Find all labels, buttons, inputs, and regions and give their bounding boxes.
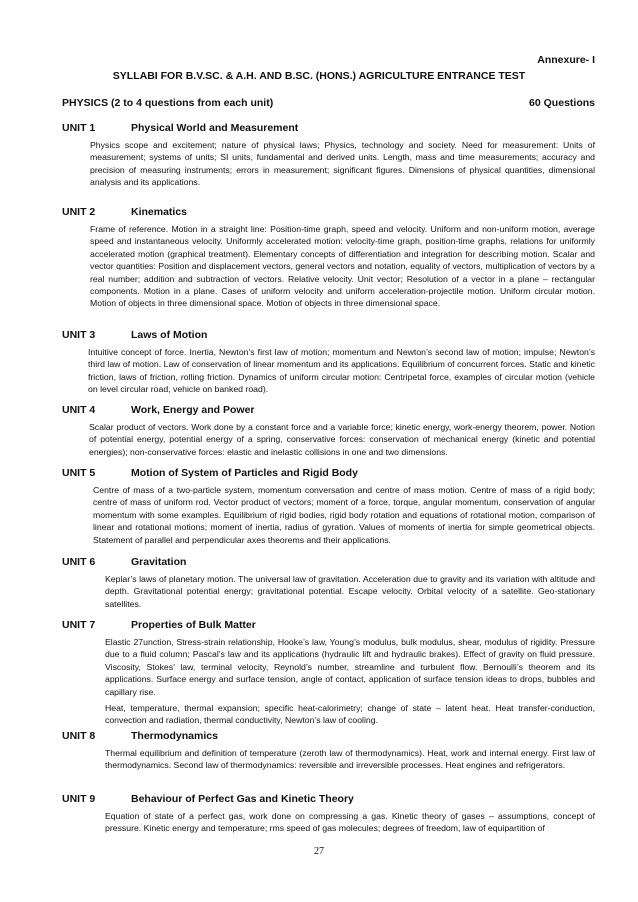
unit-paragraph: Heat, temperature, thermal expansion; specific heat-calorimetry; change of state – latent heat. Heat transfer-conduction, convection and radiation, thermal conductivity, Newton’s law of cooling. [105,703,595,726]
subject-title: PHYSICS (2 to 4 questions from each unit) [62,97,274,109]
unit-7-section [62,618,595,731]
unit-title: Kinematics [131,206,188,218]
unit-title: Thermodynamics [131,730,218,742]
unit-number: UNIT 8 [62,730,96,742]
unit-5-section [62,466,595,550]
unit-paragraph: Thermal equilibrium and definition of temperature (zeroth law of thermodynamics). Heat, work and internal energy. First law of thermodynamics. Second law of thermodynamics: reversible and irreversible processes. Heat engines and refrigerators. [105,748,595,771]
syllabi-title: SYLLABI FOR B.V.SC. & A.H. AND B.SC. (HONS.) AGRICULTURE ENTRANCE TEST [112,70,526,82]
unit-title: Behaviour of Perfect Gas and Kinetic Theory [131,793,354,805]
unit-title: Physical World and Measurement [131,122,299,134]
unit-number: UNIT 9 [62,793,96,805]
unit-number: UNIT 6 [62,556,96,568]
unit-paragraph: Frame of reference. Motion in a straight line: Position-time graph, speed and velocity. Uniform and non-uniform motion, average speed and instantaneous velocity. Uniformly accelerated motion: velocity-time graph, position-time graphs, relations for uniformly accelerated motion (graphical treatment). Elementary concepts of differentiation and integration for describing motion. Scalar and vector quantities: Position and displacement vectors, general vectors and notation, equality of vectors, multiplication of vectors by a real number; addition and subtraction of vectors. Relative velocity. Unit vector; Resolution of a vector in a plane – rectangular components. Motion in a plane. Cases of uniform velocity and uniform acceleration-projectile motion. Uniform circular motion. Motion of objects in three dimensional space. Motion of objects in three dimensional space. [90,224,595,309]
unit-paragraph: Keplar’s laws of planetary motion. The universal law of gravitation. Acceleration due to gravity and its variation with altitude and depth. Gravitational potential energy; gravitational potential. Escape velocity. Orbital velocity of a satellite. Geo-stationary satellites. [105,574,595,609]
unit-title: Laws of Motion [131,329,208,341]
question-count: 60 Questions [529,97,595,109]
unit-4-section [62,403,595,462]
unit-8-section [62,729,595,776]
unit-number: UNIT 1 [62,122,96,134]
unit-title: Motion of System of Particles and Rigid Body [131,467,358,479]
unit-paragraph: Equation of state of a perfect gas, work done on compressing a gas. Kinetic theory of gases – assumptions, concept of pressure. Kinetic energy and temperature; rms speed of gas molecules; degrees of freedom, law of equipartition of [105,811,595,834]
annexure-label: Annexure- I [537,54,595,66]
unit-number: UNIT 5 [62,467,96,479]
unit-1-section [62,121,595,193]
unit-2-section [62,205,595,314]
unit-6-section [62,555,595,614]
unit-paragraph: Physics scope and excitement; nature of physical laws; Physics, technology and society. Need for measurement: Units of measurement; systems of units; SI units, fundamental and derived units. Length, mass and time measurements; accuracy and precision of measuring instruments; errors in measurement; significant figures. Dimensions of physical quantities, dimensional analysis and its applications. [90,140,595,188]
unit-paragraph: Intuitive concept of force. Inertia, Newton’s first law of motion; momentum and Newton’s second law of motion; impulse; Newton’s third law of motion. Law of conservation of linear momentum and its applications. Equilibrium of concurrent forces. Static and kinetic friction, laws of friction, rolling friction. Dynamics of uniform circular motion: Centripetal force, examples of circular motion (vehicle on level circular road, vehicle on banked road). [88,347,595,395]
subject-header [62,97,595,109]
unit-title: Properties of Bulk Matter [131,619,256,631]
unit-9-section [62,792,595,839]
unit-title: Work, Energy and Power [131,404,255,416]
unit-number: UNIT 3 [62,329,96,341]
unit-3-section [62,328,595,400]
page-number: 27 [314,846,324,857]
unit-number: UNIT 7 [62,619,96,631]
unit-paragraph: Centre of mass of a two-particle system, momentum conversation and centre of mass motion. Centre of mass of a rigid body; centre of mass of uniform rod. Vector product of vectors; moment of a force, torque, angular momentum, conservation of angular momentum with some examples. Equilibrium of rigid bodies, rigid body rotation and equations of rotational motion, comparison of linear and rotational motions; moment of inertia, radius of gyration. Values of moments of inertia for simple geometrical objects. Statement of parallel and perpendicular axes theorems and their applications. [93,485,595,545]
unit-number: UNIT 4 [62,404,96,416]
unit-paragraph: Elastic 27unction, Stress-strain relationship, Hooke’s law, Young’s modulus, bulk modulus, shear, modulus of rigidity. Pressure due to a fluid column; Pascal’s law and its applications (hydraulic lift and hydraulic brakes). Effect of gravity on fluid pressure. Viscosity, Stokes’ law, terminal velocity, Reynold’s number, streamline and turbulent flow. Bernoulli’s theorem and its applications. Surface energy and surface tension, angle of contact, application of surface tension ideas to drops, bubbles and capillary rise. [105,637,595,697]
unit-paragraph: Scalar product of vectors. Work done by a constant force and a variable force; kinetic energy, work-energy theorem, power. Notion of potential energy, potential energy of a spring, conservative forces: conservation of mechanical energy (kinetic and potential energies); non-conservative forces: elastic and inelastic collisions in one and two dimensions. [89,422,595,457]
unit-title: Gravitation [131,556,187,568]
unit-number: UNIT 2 [62,206,96,218]
